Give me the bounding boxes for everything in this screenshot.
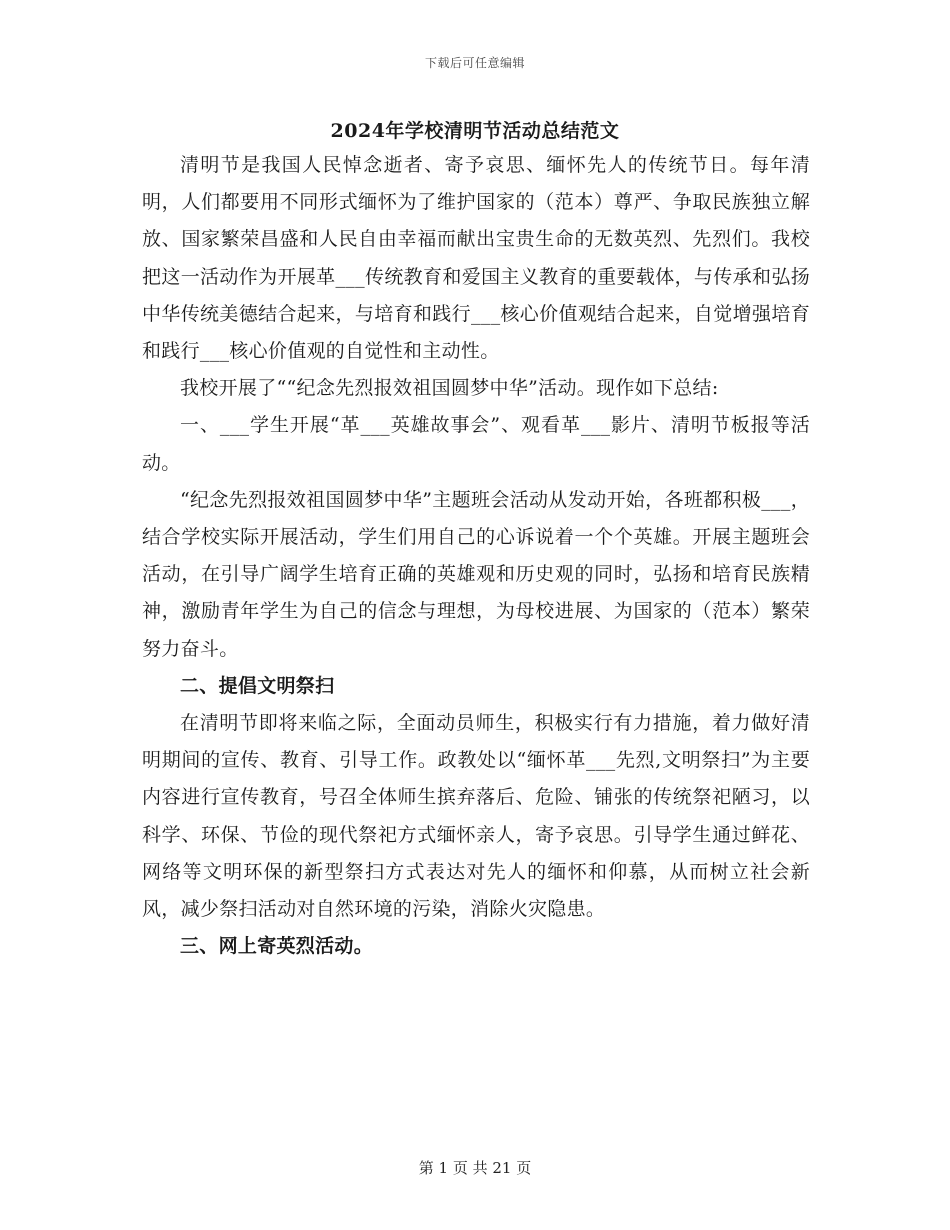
paragraph-section-1: 一、___学生开展“革___英雄故事会”、观看革___影片、清明节板报等活动。 bbox=[142, 414, 810, 474]
document-title: 2024年学校清明节活动总结范文 bbox=[330, 120, 620, 142]
document-body bbox=[142, 147, 810, 965]
paragraph-civilized-sweeping: 在清明节即将来临之际，全面动员师生，积极实行有力措施，着力做好清明期间的宣传、教育、引导工作。政教处以“缅怀革___先烈,文明祭扫”为主要内容进行宣传教育，号召全体师生摈弃落后、危险、铺张的传统祭祀陋习，以科学、环保、节俭的现代祭祀方式缅怀亲人，寄予哀思。引导学生通过鲜花、网络等文明环保的新型祭扫方式表达对先人的缅怀和仰慕，从而树立社会新风，减少祭扫活动对自然环境的污染，消除火灾隐患。 bbox=[142, 712, 810, 921]
page-number: 第 1 页 共 21 页 bbox=[418, 1159, 532, 1177]
paragraph-class-meeting: “纪念先烈报效祖国圆梦中华”主题班会活动从发动开始，各班都积极___，结合学校实际开展活动，学生们用自己的心诉说着一个个英雄。开展主题班会活动，在引导广阔学生培育正确的英雄观和历史观的同时，弘扬和培育民族精神，激励青年学生为自己的信念与理想，为母校进展、为国家的（范本）繁荣努力奋斗。 bbox=[142, 488, 810, 660]
paragraph-intro: 清明节是我国人民悼念逝者、寄予哀思、缅怀先人的传统节日。每年清明，人们都要用不同形式缅怀为了维护国家的（范本）尊严、争取民族独立解放、国家繁荣昌盛和人民自由幸福而献出宝贵生命的无数英烈、先烈们。我校把这一活动作为开展革___传统教育和爱国主义教育的重要载体，与传承和弘扬中华传统美德结合起来，与培育和践行___核心价值观结合起来，自觉增强培育和践行___核心价值观的自觉性和主动性。 bbox=[142, 154, 810, 363]
section-heading-3: 三、网上寄英烈活动。 bbox=[180, 935, 374, 958]
paragraph-summary-lead: 我校开展了““纪念先烈报效祖国圆梦中华”活动。现作如下总结: bbox=[180, 377, 719, 400]
page-header-note: 下载后可任意编辑 bbox=[424, 56, 525, 70]
section-heading-2: 二、提倡文明祭扫 bbox=[180, 674, 335, 697]
